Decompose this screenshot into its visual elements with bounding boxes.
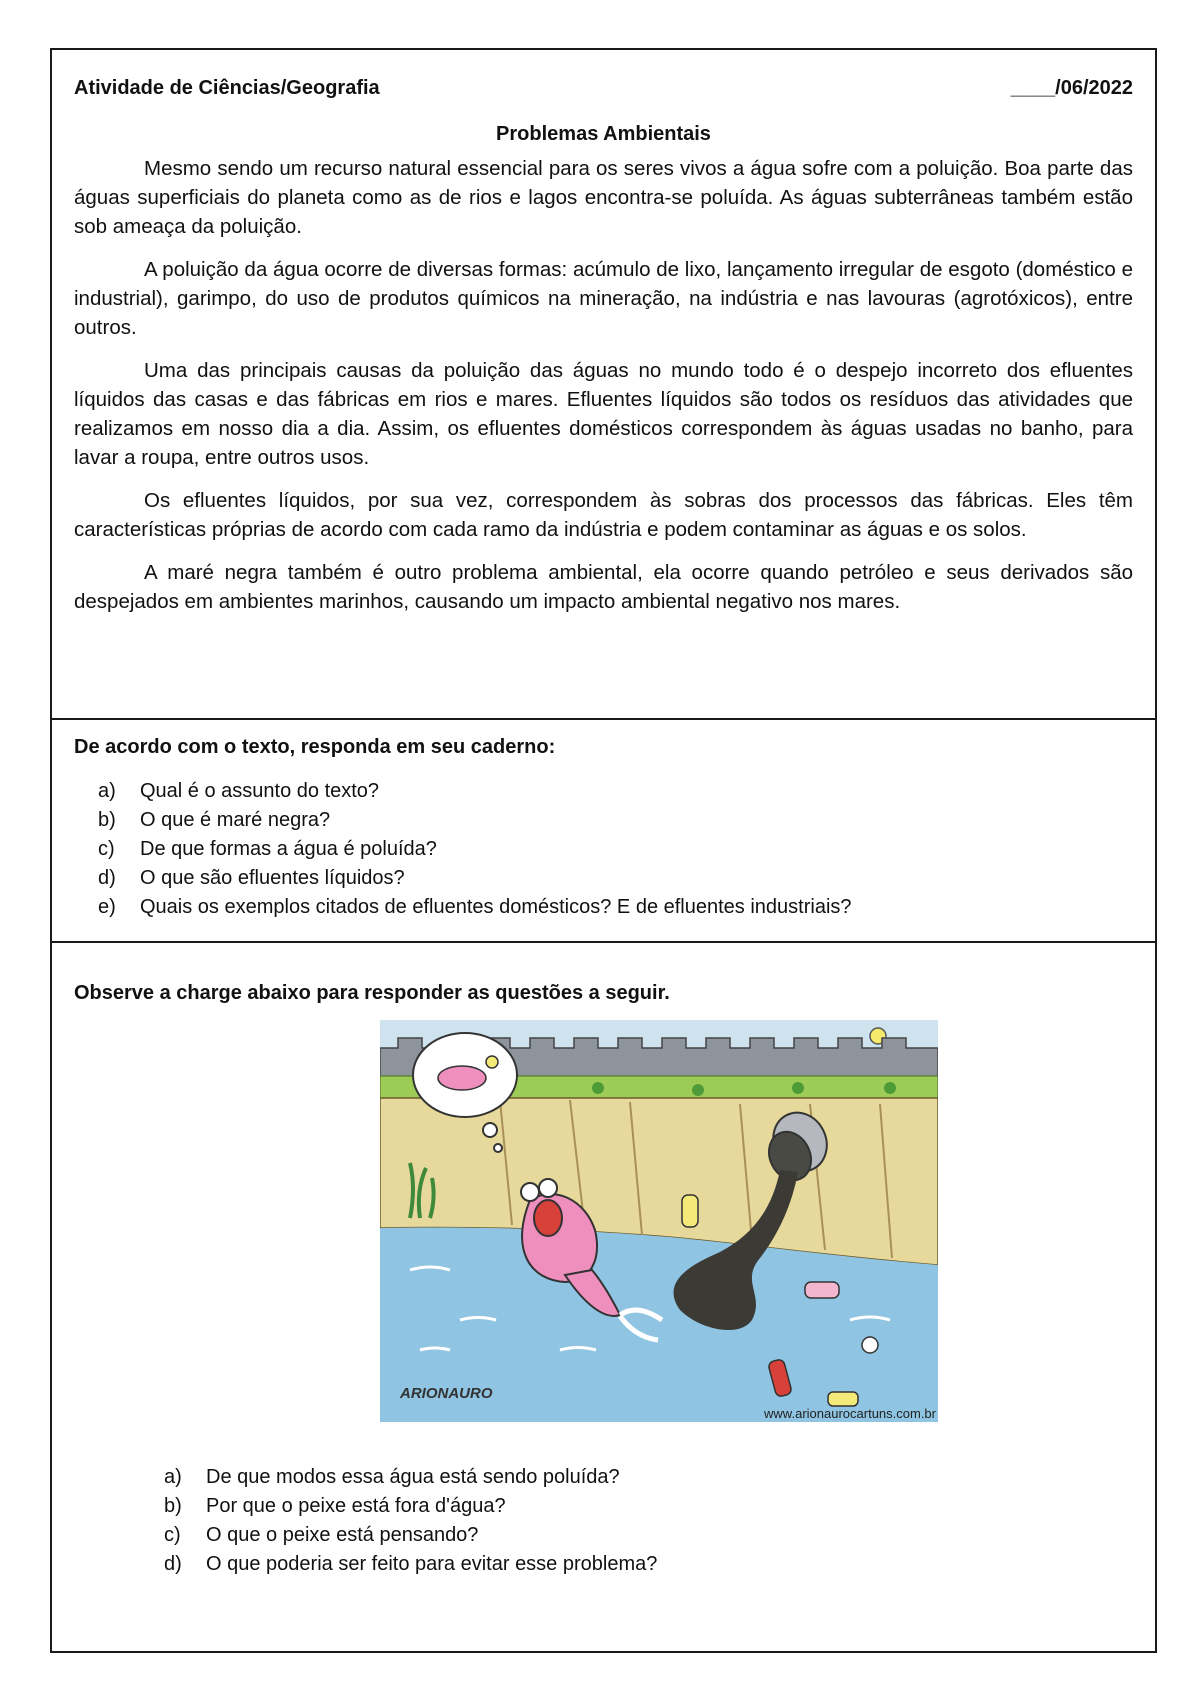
header-row (74, 74, 1133, 102)
list-item (164, 1492, 1074, 1521)
bundle-icon (486, 1056, 498, 1068)
item-text: De que formas a água é poluída? (140, 838, 437, 860)
list-item (164, 1521, 1074, 1550)
bottle-icon (862, 1337, 878, 1353)
item-letter: d) (98, 867, 116, 889)
item-text: De que modos essa água está sendo poluída? (206, 1466, 620, 1488)
dream-fish-icon (438, 1066, 486, 1090)
text-questions-section (52, 720, 1155, 943)
bottle-icon (828, 1392, 858, 1406)
list-item (164, 1550, 1074, 1579)
cartoon-website: www.arionaurocartuns.com.br (764, 1406, 936, 1421)
list-item (98, 777, 1133, 806)
item-letter: a) (98, 780, 116, 802)
worksheet-frame (50, 48, 1157, 1653)
item-text: O que poderia ser feito para evitar esse problema? (206, 1553, 658, 1575)
list-item (164, 1463, 1074, 1492)
item-letter: a) (164, 1466, 182, 1488)
item-text: O que é maré negra? (140, 809, 331, 831)
paragraph: Mesmo sendo um recurso natural essencial para os seres vivos a água sofre com a poluição. Boa parte das águas superficiais do planeta como as de rios e lagos encontra-se poluída. As águas subterrâneas também estão sob ameaça da poluição. (74, 157, 1133, 238)
fish-mouth (534, 1200, 562, 1236)
text-body (74, 154, 1133, 616)
item-letter: b) (98, 809, 116, 831)
list-item (98, 864, 1133, 893)
date-field: ____/06/2022 (1010, 77, 1133, 99)
item-letter: d) (164, 1553, 182, 1575)
shrub-icon (884, 1082, 896, 1094)
activity-label: Atividade de Ciências/Geografia (74, 77, 380, 99)
item-text: O que o peixe está pensando? (206, 1524, 479, 1546)
list-item (98, 893, 1133, 922)
section-heading: Observe a charge abaixo para responder as questões a seguir. (74, 982, 670, 1004)
fish-eye (521, 1183, 539, 1201)
fish-eye (539, 1179, 557, 1197)
list-item (98, 806, 1133, 835)
paragraph: Uma das principais causas da poluição das águas no mundo todo é o despejo incorreto dos efluentes líquidos das casas e das fábricas em rios e mares. Efluentes líquidos são todos os resíduos das atividades que realizamos em nosso dia a dia. Assim, os efluentes domésticos correspondem às águas usadas no banho, para lavar a roupa, entre outros usos. (74, 359, 1133, 469)
item-letter: c) (98, 838, 115, 860)
paragraph: A maré negra também é outro problema ambiental, ela ocorre quando petróleo e seus derivados são despejados em ambientes marinhos, causando um impacto ambiental negativo nos mares. (74, 561, 1133, 613)
item-letter: b) (164, 1495, 182, 1517)
list-item (98, 835, 1133, 864)
cartoon-illustration (380, 1020, 938, 1422)
paragraph: A poluição da água ocorre de diversas formas: acúmulo de lixo, lançamento irregular de esgoto (doméstico e industrial), garimpo, do uso de produtos químicos na mineração, na indústria e nas lavouras (agrotóxicos), entre outros. (74, 258, 1133, 339)
question-list (74, 1463, 1074, 1579)
item-text: O que são efluentes líquidos? (140, 867, 405, 889)
section-heading: De acordo com o texto, responda em seu caderno: (74, 736, 556, 758)
cartoon-section (52, 943, 1155, 1653)
reading-section (52, 50, 1155, 720)
shrub-icon (592, 1082, 604, 1094)
cartoon-questions (74, 1463, 1074, 1579)
question-list (74, 777, 1133, 922)
item-text: Quais os exemplos citados de efluentes domésticos? E de efluentes industriais? (140, 896, 852, 918)
item-text: Por que o peixe está fora d'água? (206, 1495, 506, 1517)
item-letter: c) (164, 1524, 181, 1546)
paragraph: Os efluentes líquidos, por sua vez, correspondem às sobras dos processos das fábricas. Eles têm características próprias de acordo com cada ramo da indústria e podem contaminar as águas e os solos. (74, 489, 1133, 541)
page-title: Problemas Ambientais (496, 123, 711, 145)
bottle-icon (682, 1195, 698, 1227)
shrub-icon (692, 1084, 704, 1096)
item-text: Qual é o assunto do texto? (140, 780, 380, 802)
item-letter: e) (98, 896, 116, 918)
shrub-icon (792, 1082, 804, 1094)
cartoon-signature: ARIONAURO (400, 1385, 493, 1402)
bottle-icon (805, 1282, 839, 1298)
